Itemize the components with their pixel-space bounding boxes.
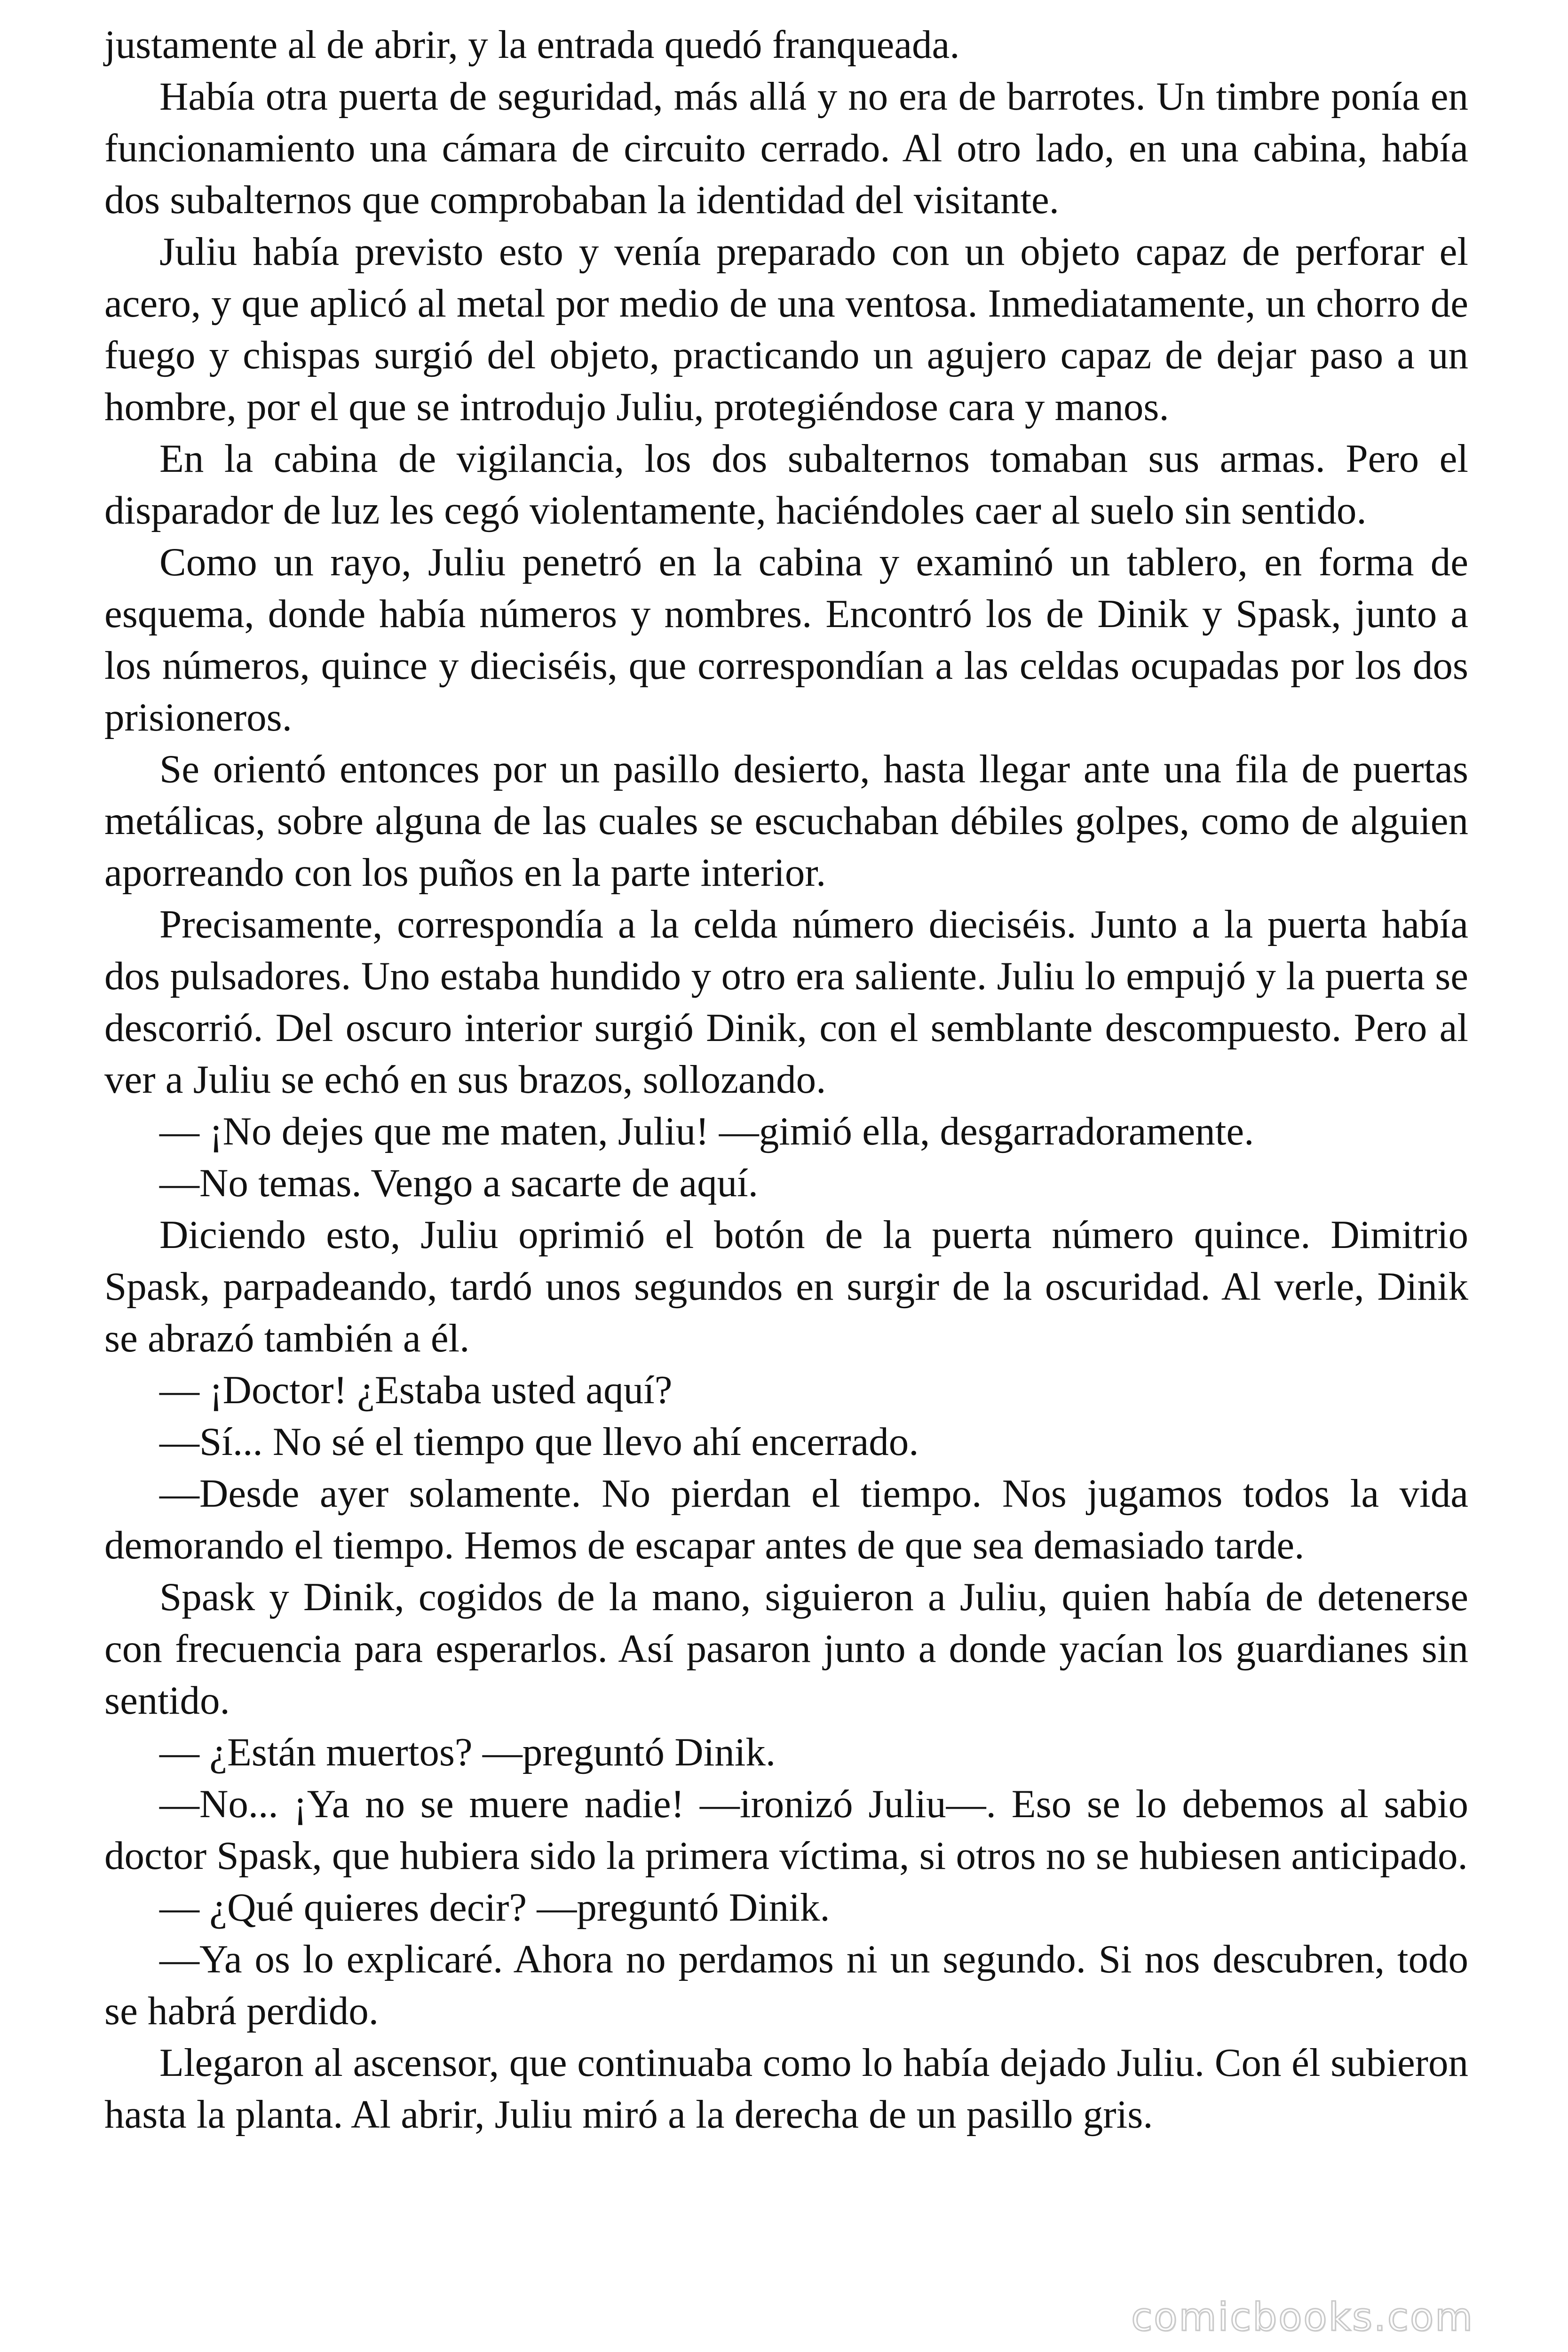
paragraph-9: Spask y Dinik, cogidos de la mano, siguieron a Juliu, quien había de detenerse con frecuencia para esperarlos. Así pasaron junto a donde yacían los guardianes sin sentido. [104, 1575, 1468, 1723]
paragraph-4: En la cabina de vigilancia, los dos subalternos tomaban sus armas. Pero el disparador de luz les cegó violentamente, haciéndoles caer al suelo sin sentido. [104, 437, 1468, 532]
paragraph-3: Juliu había previsto esto y venía preparado con un objeto capaz de perforar el acero, y que aplicó al metal por medio de una ventosa. Inmediatamente, un chorro de fuego y chispas surgió del objeto, practicando un agujero capaz de dejar paso a un hombre, por el que se introdujo Juliu, protegiéndose cara y manos. [104, 230, 1468, 429]
paragraph-1: justamente al de abrir, y la entrada quedó franqueada. [104, 23, 960, 67]
dialogue-line-2: —No temas. Vengo a sacarte de aquí. [159, 1161, 759, 1205]
dialogue-line-5: —Desde ayer solamente. No pierdan el tiempo. Nos jugamos todos la vida demorando el tiempo. Hemos de escapar antes de que sea demasiado tarde. [104, 1471, 1468, 1567]
paragraph-8: Diciendo esto, Juliu oprimió el botón de la puerta número quince. Dimitrio Spask, parpadeando, tardó unos segundos en surgir de la oscuridad. Al verle, Dinik se abrazó también a él. [104, 1213, 1468, 1360]
paragraph-5: Como un rayo, Juliu penetró en la cabina y examinó un tablero, en forma de esquema, donde había números y nombres. Encontró los de Dinik y Spask, junto a los números, quince y dieciséis, que correspondían a las celdas ocupadas por los dos prisioneros. [104, 540, 1468, 739]
dialogue-line-3: — ¡Doctor! ¿Estaba usted aquí? [159, 1368, 673, 1412]
dialogue-line-6: — ¿Están muertos? —preguntó Dinik. [159, 1730, 776, 1774]
watermark-logo: comicbooks.com [1131, 2295, 1474, 2340]
paragraph-6: Se orientó entonces por un pasillo desierto, hasta llegar ante una fila de puertas metálicas, sobre alguna de las cuales se escuchaban débiles golpes, como de alguien aporreando con los puños en la parte interior. [104, 747, 1468, 895]
dialogue-line-4: —Sí... No sé el tiempo que llevo ahí encerrado. [159, 1420, 919, 1464]
paragraph-7: Precisamente, correspondía a la celda número dieciséis. Junto a la puerta había dos pulsadores. Uno estaba hundido y otro era saliente. Juliu lo empujó y la puerta se descorrió. Del oscuro interior surgió Dinik, con el semblante descompuesto. Pero al ver a Juliu se echó en sus brazos, sollozando. [104, 902, 1468, 1102]
dialogue-line-8: — ¿Qué quieres decir? —preguntó Dinik. [159, 1885, 830, 1930]
dialogue-line-9: —Ya os lo explicaré. Ahora no perdamos ni un segundo. Si nos descubren, todo se habrá perdido. [104, 1937, 1468, 2033]
paragraph-10: Llegaron al ascensor, que continuaba como lo había dejado Juliu. Con él subieron hasta la planta. Al abrir, Juliu miró a la derecha de un pasillo gris. [104, 2041, 1468, 2137]
dialogue-line-1: — ¡No dejes que me maten, Juliu! —gimió ella, desgarradoramente. [159, 1109, 1254, 1153]
page-body [104, 19, 1468, 2140]
paragraph-2: Había otra puerta de seguridad, más allá y no era de barrotes. Un timbre ponía en funcionamiento una cámara de circuito cerrado. Al otro lado, en una cabina, había dos subalternos que comprobaban la identidad del visitante. [104, 74, 1468, 222]
dialogue-line-7: —No... ¡Ya no se muere nadie! —ironizó Juliu—. Eso se lo debemos al sabio doctor Spask, que hubiera sido la primera víctima, si otros no se hubiesen anticipado. [104, 1782, 1468, 1878]
